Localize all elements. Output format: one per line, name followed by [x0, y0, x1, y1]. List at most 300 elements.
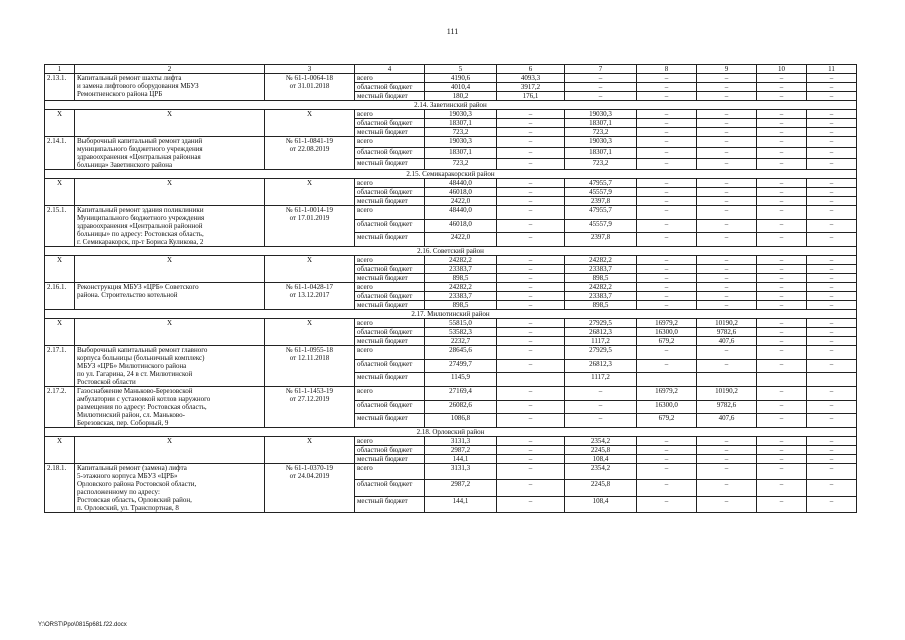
amount-cell: –: [637, 92, 697, 101]
amount-cell: –: [757, 92, 807, 101]
amount-cell: –: [497, 197, 565, 206]
amount-cell: –: [757, 148, 807, 159]
funding-source: местный бюджет: [355, 301, 425, 310]
approval-document: № 61-1-0428-17 от 13.12.2017: [265, 283, 355, 310]
amount-cell: 679,2: [637, 414, 697, 428]
amount-cell: 10190,2: [697, 319, 757, 328]
amount-cell: –: [807, 292, 857, 301]
amount-cell: [637, 373, 697, 387]
amount-cell: 2232,7: [425, 337, 497, 346]
amount-cell: –: [697, 148, 757, 159]
amount-cell: –: [637, 265, 697, 274]
amount-cell: –: [497, 219, 565, 233]
amount-cell: 27929,5: [565, 319, 637, 328]
amount-cell: –: [497, 496, 565, 512]
amount-cell: –: [637, 292, 697, 301]
amount-cell: 24282,2: [425, 283, 497, 292]
header-cell: 10: [757, 65, 807, 74]
amount-cell: 19030,3: [565, 137, 637, 148]
amount-cell: –: [807, 446, 857, 455]
amount-cell: –: [697, 464, 757, 480]
amount-cell: 723,2: [425, 159, 497, 170]
amount-cell: –: [637, 219, 697, 233]
amount-cell: –: [757, 188, 807, 197]
amount-cell: 16300,0: [637, 328, 697, 337]
funding-source: местный бюджет: [355, 373, 425, 387]
amount-cell: –: [757, 206, 807, 220]
funding-source: всего: [355, 319, 425, 328]
funding-source: всего: [355, 74, 425, 83]
funding-source: областной бюджет: [355, 480, 425, 496]
amount-cell: –: [807, 283, 857, 292]
funding-source: местный бюджет: [355, 233, 425, 247]
amount-cell: –: [565, 414, 637, 428]
amount-cell: –: [565, 400, 637, 414]
amount-cell: –: [497, 455, 565, 464]
amount-cell: –: [807, 74, 857, 83]
amount-cell: 176,1: [497, 92, 565, 101]
table-row: [45, 256, 857, 265]
file-path-footer: Y:\ORST\Ppo\0815p681.f22.docx: [38, 622, 127, 628]
amount-cell: 18307,1: [565, 119, 637, 128]
amount-cell: –: [697, 496, 757, 512]
amount-cell: 3917,2: [497, 83, 565, 92]
page-number: 111: [446, 27, 459, 36]
amount-cell: –: [807, 265, 857, 274]
amount-cell: 2987,2: [425, 480, 497, 496]
funding-source: местный бюджет: [355, 337, 425, 346]
amount-cell: 28645,6: [425, 346, 497, 360]
funding-source: областной бюджет: [355, 328, 425, 337]
approval-document: Х: [265, 437, 355, 464]
amount-cell: 1117,2: [565, 373, 637, 387]
amount-cell: –: [807, 414, 857, 428]
amount-cell: –: [497, 387, 565, 401]
amount-cell: –: [637, 148, 697, 159]
header-cell: 11: [807, 65, 857, 74]
amount-cell: –: [497, 480, 565, 496]
amount-cell: [497, 373, 565, 387]
amount-cell: –: [807, 206, 857, 220]
amount-cell: 23383,7: [425, 265, 497, 274]
amount-cell: –: [757, 328, 807, 337]
amount-cell: 4093,3: [497, 74, 565, 83]
amount-cell: –: [637, 83, 697, 92]
amount-cell: –: [807, 319, 857, 328]
amount-cell: –: [697, 159, 757, 170]
amount-cell: 27929,5: [565, 346, 637, 360]
amount-cell: –: [807, 455, 857, 464]
header-cell: 3: [265, 65, 355, 74]
amount-cell: 24282,2: [565, 256, 637, 265]
funding-source: местный бюджет: [355, 92, 425, 101]
amount-cell: –: [497, 148, 565, 159]
amount-cell: 24282,2: [425, 256, 497, 265]
funding-source: всего: [355, 256, 425, 265]
amount-cell: 1145,9: [425, 373, 497, 387]
funding-source: местный бюджет: [355, 128, 425, 137]
amount-cell: 2397,8: [565, 197, 637, 206]
amount-cell: 48440,0: [425, 179, 497, 188]
amount-cell: –: [565, 92, 637, 101]
amount-cell: 2987,2: [425, 446, 497, 455]
table-row: [45, 283, 857, 292]
amount-cell: [757, 373, 807, 387]
approval-document: № 61-1-0064-18 от 31.01.2018: [265, 74, 355, 101]
amount-cell: –: [637, 455, 697, 464]
section-row: [45, 170, 857, 179]
section-title: 2.18. Орловский район: [45, 428, 857, 437]
approval-document: Х: [265, 179, 355, 206]
item-number: 2.13.1.: [45, 74, 75, 101]
amount-cell: –: [697, 346, 757, 360]
amount-cell: –: [757, 128, 807, 137]
section-row: [45, 101, 857, 110]
amount-cell: –: [807, 179, 857, 188]
section-title: 2.14. Заветинский район: [45, 101, 857, 110]
section-title: 2.15. Семикаракорский район: [45, 170, 857, 179]
amount-cell: –: [807, 219, 857, 233]
amount-cell: –: [807, 119, 857, 128]
amount-cell: 4010,4: [425, 83, 497, 92]
amount-cell: –: [637, 274, 697, 283]
amount-cell: –: [757, 265, 807, 274]
amount-cell: 2354,2: [565, 464, 637, 480]
amount-cell: –: [807, 274, 857, 283]
item-description: Газоснабжение Маньково-Березовской амбулатории с установкой котлов наружного размещения по адресу: Ростовская область, Милютинский район, сл. Маньково- Березовская, пер. Соборный, 9: [75, 387, 265, 428]
table-row: [45, 464, 857, 480]
item-description: Капитальный ремонт (замена) лифта 5-этажного корпуса МБУЗ «ЦРБ» Орловского района Ростовской области, расположенному по адресу: Ростовская область, Орловский район, п. Орловский, ул. Транспортная, 8: [75, 464, 265, 513]
amount-cell: –: [497, 446, 565, 455]
funding-source: всего: [355, 346, 425, 360]
amount-cell: –: [697, 359, 757, 373]
amount-cell: 3131,3: [425, 464, 497, 480]
amount-cell: –: [565, 83, 637, 92]
amount-cell: 898,5: [425, 274, 497, 283]
funding-source: областной бюджет: [355, 188, 425, 197]
item-description: Реконструкция МБУЗ «ЦРБ» Советского района. Строительство котельной: [75, 283, 265, 310]
amount-cell: 48440,0: [425, 206, 497, 220]
amount-cell: –: [757, 119, 807, 128]
amount-cell: 45557,9: [565, 188, 637, 197]
amount-cell: 679,2: [637, 337, 697, 346]
amount-cell: –: [757, 137, 807, 148]
item-number: Х: [45, 256, 75, 283]
amount-cell: –: [757, 219, 807, 233]
item-description: Капитальный ремонт здания поликлиники Муниципального бюджетного учреждения здравоохранения «Центральной районной больницы» по адресу: Ростовская область, г. Семикаракорск, пр-т Бориса Куликова, 2: [75, 206, 265, 247]
funding-source: областной бюджет: [355, 446, 425, 455]
amount-cell: –: [757, 83, 807, 92]
amount-cell: 16300,0: [637, 400, 697, 414]
amount-cell: –: [637, 128, 697, 137]
amount-cell: 27499,7: [425, 359, 497, 373]
amount-cell: –: [697, 219, 757, 233]
item-number: Х: [45, 110, 75, 137]
amount-cell: 4190,6: [425, 74, 497, 83]
amount-cell: –: [697, 179, 757, 188]
amount-cell: –: [807, 137, 857, 148]
amount-cell: –: [637, 74, 697, 83]
amount-cell: 23383,7: [565, 265, 637, 274]
amount-cell: –: [697, 188, 757, 197]
amount-cell: 723,2: [565, 159, 637, 170]
approval-document: Х: [265, 256, 355, 283]
amount-cell: 19030,3: [565, 110, 637, 119]
amount-cell: –: [497, 283, 565, 292]
amount-cell: 108,4: [565, 455, 637, 464]
amount-cell: –: [757, 446, 807, 455]
section-row: [45, 310, 857, 319]
amount-cell: –: [757, 414, 807, 428]
amount-cell: –: [497, 179, 565, 188]
amount-cell: 898,5: [425, 301, 497, 310]
item-number: 2.17.2.: [45, 387, 75, 428]
amount-cell: 55815,0: [425, 319, 497, 328]
amount-cell: 16979,2: [637, 319, 697, 328]
amount-cell: –: [497, 128, 565, 137]
item-description: Выборочный капитальный ремонт зданий муниципального бюджетного учреждения здравоохранения «Центральная районная больница» Заветинского района: [75, 137, 265, 170]
amount-cell: –: [497, 256, 565, 265]
amount-cell: –: [757, 301, 807, 310]
amount-cell: 19030,3: [425, 110, 497, 119]
amount-cell: –: [697, 455, 757, 464]
amount-cell: –: [697, 128, 757, 137]
budget-table: [44, 64, 857, 513]
funding-source: всего: [355, 437, 425, 446]
amount-cell: –: [637, 359, 697, 373]
amount-cell: –: [757, 400, 807, 414]
amount-cell: 144,1: [425, 455, 497, 464]
amount-cell: –: [497, 414, 565, 428]
amount-cell: –: [637, 437, 697, 446]
amount-cell: –: [807, 437, 857, 446]
amount-cell: –: [807, 387, 857, 401]
amount-cell: 2354,2: [565, 437, 637, 446]
amount-cell: –: [637, 496, 697, 512]
amount-cell: 2422,0: [425, 233, 497, 247]
header-cell: 1: [45, 65, 75, 74]
funding-source: всего: [355, 206, 425, 220]
item-description: Х: [75, 319, 265, 346]
amount-cell: 18307,1: [425, 148, 497, 159]
table-row: [45, 179, 857, 188]
funding-source: всего: [355, 283, 425, 292]
amount-cell: –: [637, 464, 697, 480]
amount-cell: –: [637, 301, 697, 310]
amount-cell: –: [697, 206, 757, 220]
amount-cell: –: [757, 359, 807, 373]
amount-cell: 23383,7: [425, 292, 497, 301]
item-description: Х: [75, 179, 265, 206]
amount-cell: –: [807, 159, 857, 170]
funding-source: областной бюджет: [355, 292, 425, 301]
funding-source: областной бюджет: [355, 148, 425, 159]
header-cell: 2: [75, 65, 265, 74]
section-row: [45, 247, 857, 256]
item-number: Х: [45, 437, 75, 464]
approval-document: № 61-1-0370-19 от 24.04.2019: [265, 464, 355, 513]
amount-cell: –: [637, 119, 697, 128]
amount-cell: –: [697, 110, 757, 119]
amount-cell: 1117,2: [565, 337, 637, 346]
funding-source: местный бюджет: [355, 197, 425, 206]
amount-cell: –: [807, 92, 857, 101]
amount-cell: 26812,3: [565, 328, 637, 337]
amount-cell: 16979,2: [637, 387, 697, 401]
amount-cell: –: [807, 197, 857, 206]
amount-cell: –: [497, 265, 565, 274]
amount-cell: –: [757, 455, 807, 464]
section-title: 2.16. Советский район: [45, 247, 857, 256]
approval-document: № 61-1-0955-18 от 12.11.2018: [265, 346, 355, 387]
amount-cell: –: [697, 274, 757, 283]
item-description: Х: [75, 437, 265, 464]
table-row: [45, 387, 857, 401]
funding-source: областной бюджет: [355, 400, 425, 414]
amount-cell: 723,2: [565, 128, 637, 137]
funding-source: всего: [355, 387, 425, 401]
amount-cell: –: [497, 159, 565, 170]
amount-cell: [697, 373, 757, 387]
amount-cell: 46018,0: [425, 188, 497, 197]
amount-cell: –: [757, 197, 807, 206]
table-row: [45, 437, 857, 446]
amount-cell: 18307,1: [425, 119, 497, 128]
amount-cell: –: [807, 496, 857, 512]
amount-cell: –: [497, 337, 565, 346]
item-number: 2.15.1.: [45, 206, 75, 247]
amount-cell: –: [497, 274, 565, 283]
amount-cell: 47955,7: [565, 206, 637, 220]
amount-cell: 26082,6: [425, 400, 497, 414]
amount-cell: –: [697, 137, 757, 148]
funding-source: областной бюджет: [355, 119, 425, 128]
amount-cell: –: [757, 256, 807, 265]
amount-cell: 27169,4: [425, 387, 497, 401]
amount-cell: –: [637, 480, 697, 496]
item-description: Х: [75, 256, 265, 283]
amount-cell: –: [497, 437, 565, 446]
amount-cell: –: [807, 256, 857, 265]
amount-cell: –: [757, 274, 807, 283]
section-title: 2.17. Милютинский район: [45, 310, 857, 319]
amount-cell: –: [757, 480, 807, 496]
amount-cell: 18307,1: [565, 148, 637, 159]
amount-cell: –: [697, 92, 757, 101]
amount-cell: –: [697, 83, 757, 92]
amount-cell: –: [497, 319, 565, 328]
item-number: 2.18.1.: [45, 464, 75, 513]
amount-cell: –: [807, 83, 857, 92]
amount-cell: 9782,6: [697, 400, 757, 414]
table-row: [45, 74, 857, 83]
header-cell: 7: [565, 65, 637, 74]
amount-cell: –: [757, 179, 807, 188]
amount-cell: 2397,8: [565, 233, 637, 247]
amount-cell: [807, 373, 857, 387]
item-number: 2.16.1.: [45, 283, 75, 310]
amount-cell: –: [697, 119, 757, 128]
funding-source: местный бюджет: [355, 496, 425, 512]
item-number: Х: [45, 319, 75, 346]
amount-cell: –: [565, 74, 637, 83]
amount-cell: –: [637, 197, 697, 206]
funding-source: областной бюджет: [355, 265, 425, 274]
amount-cell: –: [637, 137, 697, 148]
amount-cell: –: [757, 74, 807, 83]
amount-cell: 898,5: [565, 274, 637, 283]
funding-source: местный бюджет: [355, 414, 425, 428]
amount-cell: –: [497, 292, 565, 301]
funding-source: всего: [355, 464, 425, 480]
amount-cell: –: [637, 179, 697, 188]
amount-cell: 23383,7: [565, 292, 637, 301]
amount-cell: 10190,2: [697, 387, 757, 401]
item-description: Капитальный ремонт шахты лифта и замена лифтового оборудования МБУЗ Ремонтненского района ЦРБ: [75, 74, 265, 101]
funding-source: местный бюджет: [355, 455, 425, 464]
item-number: 2.17.1.: [45, 346, 75, 387]
approval-document: № 61-1-1453-19 от 27.12.2019: [265, 387, 355, 428]
amount-cell: –: [807, 188, 857, 197]
item-description: Выборочный капитальный ремонт главного корпуса больницы (больничный комплекс) МБУЗ «ЦРБ» Милютинского района по ул. Гагарина, 24 в ст. Милютинской Ростовской области: [75, 346, 265, 387]
amount-cell: –: [757, 464, 807, 480]
amount-cell: –: [757, 233, 807, 247]
amount-cell: –: [637, 188, 697, 197]
amount-cell: –: [697, 301, 757, 310]
amount-cell: –: [807, 110, 857, 119]
amount-cell: 2422,0: [425, 197, 497, 206]
amount-cell: 180,2: [425, 92, 497, 101]
amount-cell: –: [757, 337, 807, 346]
amount-cell: 407,6: [697, 337, 757, 346]
amount-cell: –: [637, 446, 697, 455]
amount-cell: 19030,3: [425, 137, 497, 148]
funding-source: местный бюджет: [355, 274, 425, 283]
amount-cell: –: [757, 159, 807, 170]
item-number: 2.14.1.: [45, 137, 75, 170]
amount-cell: –: [497, 346, 565, 360]
amount-cell: –: [497, 110, 565, 119]
amount-cell: –: [497, 301, 565, 310]
header-row: [45, 65, 857, 74]
funding-source: всего: [355, 110, 425, 119]
amount-cell: –: [497, 400, 565, 414]
item-description: Х: [75, 110, 265, 137]
amount-cell: –: [807, 301, 857, 310]
amount-cell: –: [807, 464, 857, 480]
amount-cell: –: [497, 119, 565, 128]
amount-cell: 2245,8: [565, 480, 637, 496]
funding-source: местный бюджет: [355, 159, 425, 170]
amount-cell: –: [637, 346, 697, 360]
amount-cell: –: [497, 233, 565, 247]
approval-document: № 61-1-0841-19 от 22.08.2019: [265, 137, 355, 170]
funding-source: всего: [355, 179, 425, 188]
amount-cell: 723,2: [425, 128, 497, 137]
amount-cell: 2245,8: [565, 446, 637, 455]
amount-cell: –: [497, 359, 565, 373]
amount-cell: –: [637, 110, 697, 119]
amount-cell: –: [807, 400, 857, 414]
amount-cell: –: [757, 496, 807, 512]
approval-document: Х: [265, 110, 355, 137]
amount-cell: 898,5: [565, 301, 637, 310]
amount-cell: 144,1: [425, 496, 497, 512]
table-row: [45, 346, 857, 360]
amount-cell: –: [807, 128, 857, 137]
amount-cell: –: [697, 256, 757, 265]
amount-cell: –: [637, 159, 697, 170]
